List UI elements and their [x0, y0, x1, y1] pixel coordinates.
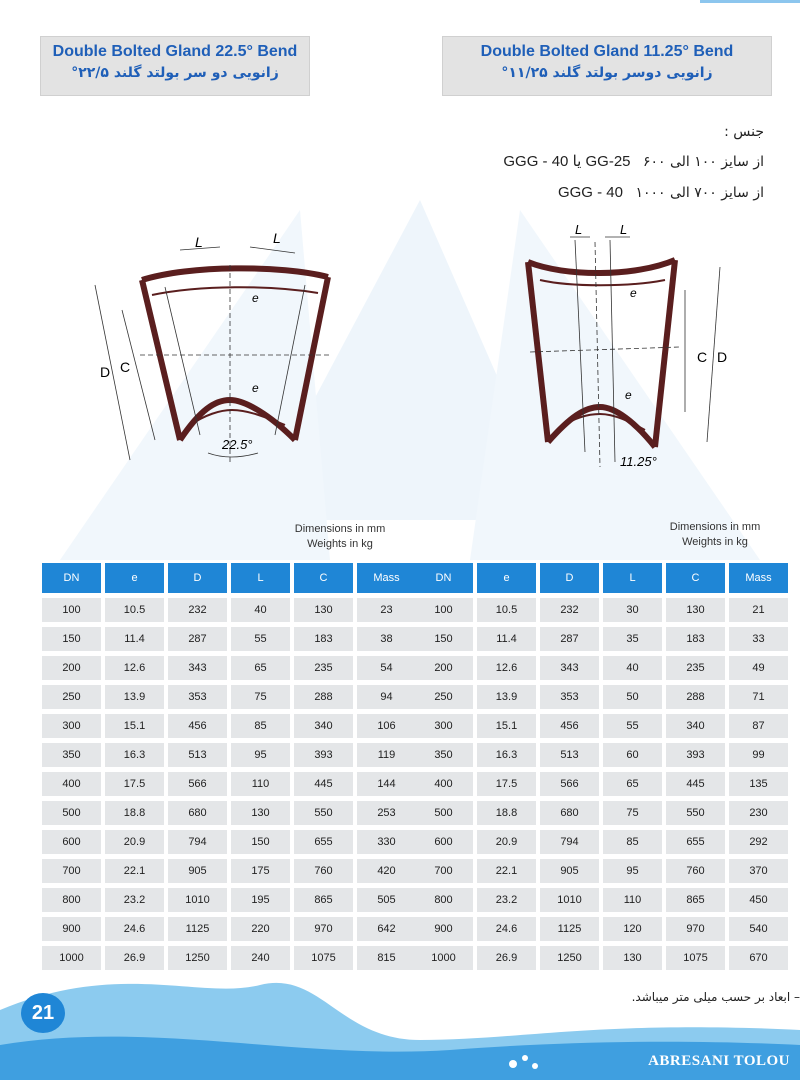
pipe-wall-right	[295, 277, 328, 440]
cell-e: 15.1	[477, 714, 536, 738]
cell-e: 13.9	[105, 685, 164, 709]
cell-dn: 400	[414, 772, 473, 796]
cell-e: 26.9	[477, 946, 536, 970]
table-row	[42, 888, 416, 912]
cell-e: 17.5	[105, 772, 164, 796]
dimension-table-22-5	[38, 558, 420, 975]
label-e-left-top: e	[252, 291, 259, 305]
cell-d: 680	[540, 801, 599, 825]
title-en-11-25: Double Bolted Gland 11.25° Bend	[480, 43, 734, 60]
material-line-1-grade: GG-25 یا GGG - 40	[503, 153, 631, 170]
cell-l: 85	[603, 830, 662, 854]
material-line-2	[558, 184, 764, 201]
cell-c: 760	[294, 859, 353, 883]
cell-dn: 250	[42, 685, 101, 709]
cell-c: 288	[666, 685, 725, 709]
cell-c: 235	[666, 656, 725, 680]
cell-dn: 600	[414, 830, 473, 854]
table-header-row	[414, 563, 788, 593]
cell-d: 287	[168, 627, 227, 651]
material-line-1	[503, 152, 764, 170]
cell-e: 17.5	[477, 772, 536, 796]
cell-l: 55	[603, 714, 662, 738]
label-e-left-bottom: e	[252, 381, 259, 395]
cell-l: 65	[231, 656, 290, 680]
title-fa-22-5: زانویی دو سر بولتد گلند ۲۲/۵°	[71, 65, 279, 81]
table-row	[414, 859, 788, 883]
cell-c: 183	[666, 627, 725, 651]
cell-l: 110	[603, 888, 662, 912]
table-row	[414, 598, 788, 622]
column-header-mass: Mass	[357, 563, 416, 593]
cell-dn: 200	[42, 656, 101, 680]
cell-dn: 800	[42, 888, 101, 912]
cell-d: 232	[168, 598, 227, 622]
cell-mass: 642	[357, 917, 416, 941]
cell-d: 513	[540, 743, 599, 767]
top-accent-line	[700, 0, 800, 3]
table-row	[42, 917, 416, 941]
label-L-right-a: L	[575, 222, 583, 237]
cell-l: 110	[231, 772, 290, 796]
cell-mass: 21	[729, 598, 788, 622]
table-row	[42, 772, 416, 796]
cell-l: 30	[603, 598, 662, 622]
cell-l: 50	[603, 685, 662, 709]
units-kg-right: Weights in kg	[682, 536, 748, 548]
cell-mass: 230	[729, 801, 788, 825]
cell-mass: 54	[357, 656, 416, 680]
cell-d: 353	[540, 685, 599, 709]
cell-l: 175	[231, 859, 290, 883]
cell-mass: 370	[729, 859, 788, 883]
cell-mass: 94	[357, 685, 416, 709]
cell-e: 22.1	[477, 859, 536, 883]
cell-d: 1125	[168, 917, 227, 941]
cell-l: 240	[231, 946, 290, 970]
cell-mass: 144	[357, 772, 416, 796]
cell-mass: 38	[357, 627, 416, 651]
cell-c: 340	[666, 714, 725, 738]
cell-d: 905	[168, 859, 227, 883]
units-mm-right: Dimensions in mm	[669, 521, 761, 533]
cell-e: 11.4	[477, 627, 536, 651]
cell-d: 1250	[540, 946, 599, 970]
cell-c: 970	[294, 917, 353, 941]
cell-e: 16.3	[477, 743, 536, 767]
table-row	[414, 656, 788, 680]
units-note-left	[285, 522, 395, 552]
cell-e: 13.9	[477, 685, 536, 709]
cell-mass: 670	[729, 946, 788, 970]
cell-e: 26.9	[105, 946, 164, 970]
cell-mass: 49	[729, 656, 788, 680]
material-line-1-fa: از سایز ۱۰۰ الی ۶۰۰	[642, 154, 764, 170]
cell-dn: 1000	[42, 946, 101, 970]
table-row	[42, 598, 416, 622]
table-row	[42, 743, 416, 767]
table-row	[42, 830, 416, 854]
table-row	[42, 859, 416, 883]
table-row	[42, 801, 416, 825]
label-L-left-a: L	[195, 234, 203, 250]
bend-11-25-drawing	[515, 222, 740, 472]
title-en-22-5: Double Bolted Gland 22.5° Bend	[52, 43, 298, 60]
cell-d: 287	[540, 627, 599, 651]
cell-mass: 450	[729, 888, 788, 912]
footnote-units: – ابعاد بر حسب میلی متر میباشد.	[631, 990, 800, 1004]
cell-l: 120	[603, 917, 662, 941]
bend-22-5-drawing	[80, 225, 360, 470]
label-angle-22-5: 22.5°	[222, 437, 253, 452]
cell-mass: 292	[729, 830, 788, 854]
cell-mass: 87	[729, 714, 788, 738]
cell-mass: 815	[357, 946, 416, 970]
label-C-right: C	[697, 349, 708, 365]
cell-d: 353	[168, 685, 227, 709]
cell-c: 970	[666, 917, 725, 941]
cell-l: 55	[231, 627, 290, 651]
cell-dn: 900	[42, 917, 101, 941]
cell-mass: 99	[729, 743, 788, 767]
cell-c: 655	[666, 830, 725, 854]
pipe-top-outer-r	[528, 260, 675, 273]
column-header-dn: DN	[42, 563, 101, 593]
cell-dn: 700	[42, 859, 101, 883]
table-row	[414, 685, 788, 709]
cell-dn: 200	[414, 656, 473, 680]
units-note-right	[660, 520, 770, 550]
title-box-11-25	[442, 36, 772, 96]
column-header-dn: DN	[414, 563, 473, 593]
cell-mass: 23	[357, 598, 416, 622]
cell-l: 40	[231, 598, 290, 622]
cell-l: 75	[231, 685, 290, 709]
cell-mass: 135	[729, 772, 788, 796]
cell-c: 760	[666, 859, 725, 883]
table-row	[42, 656, 416, 680]
dimension-table-11-25	[410, 558, 792, 975]
cell-c: 288	[294, 685, 353, 709]
cell-l: 35	[603, 627, 662, 651]
material-line-2-fa: از سایز ۷۰۰ الی ۱۰۰۰	[635, 185, 764, 201]
cell-e: 23.2	[105, 888, 164, 912]
cell-d: 1125	[540, 917, 599, 941]
cell-e: 24.6	[105, 917, 164, 941]
cell-c: 865	[294, 888, 353, 912]
cell-mass: 505	[357, 888, 416, 912]
cell-d: 566	[540, 772, 599, 796]
cell-c: 1075	[294, 946, 353, 970]
cell-c: 445	[666, 772, 725, 796]
cell-c: 340	[294, 714, 353, 738]
table-row	[414, 888, 788, 912]
table-row	[414, 917, 788, 941]
cell-c: 655	[294, 830, 353, 854]
cell-c: 130	[294, 598, 353, 622]
cell-e: 20.9	[105, 830, 164, 854]
pipe-wall-left	[142, 280, 180, 440]
cell-c: 183	[294, 627, 353, 651]
cell-dn: 500	[414, 801, 473, 825]
cell-d: 680	[168, 801, 227, 825]
cell-c: 865	[666, 888, 725, 912]
cell-c: 550	[666, 801, 725, 825]
cell-d: 456	[168, 714, 227, 738]
cell-mass: 106	[357, 714, 416, 738]
cell-d: 1010	[168, 888, 227, 912]
cell-l: 130	[603, 946, 662, 970]
material-line-2-grade: GGG - 40	[557, 184, 623, 201]
cell-e: 10.5	[477, 598, 536, 622]
cell-mass: 71	[729, 685, 788, 709]
cell-e: 12.6	[105, 656, 164, 680]
table-row	[42, 714, 416, 738]
cell-d: 456	[540, 714, 599, 738]
cell-l: 60	[603, 743, 662, 767]
cell-dn: 400	[42, 772, 101, 796]
cell-d: 1250	[168, 946, 227, 970]
label-D-right: D	[717, 349, 728, 365]
cell-e: 24.6	[477, 917, 536, 941]
cell-dn: 100	[414, 598, 473, 622]
cell-d: 1010	[540, 888, 599, 912]
cell-e: 20.9	[477, 830, 536, 854]
cell-l: 95	[603, 859, 662, 883]
cell-e: 18.8	[477, 801, 536, 825]
label-L-left-b: L	[273, 230, 281, 246]
table-row	[414, 714, 788, 738]
cell-e: 12.6	[477, 656, 536, 680]
cell-dn: 500	[42, 801, 101, 825]
title-box-22-5	[40, 36, 310, 96]
cell-e: 22.1	[105, 859, 164, 883]
table-row	[414, 627, 788, 651]
cell-e: 15.1	[105, 714, 164, 738]
cell-e: 16.3	[105, 743, 164, 767]
table-row	[42, 685, 416, 709]
brand-name: ABRESANI TOLOU	[648, 1053, 790, 1069]
cell-dn: 300	[414, 714, 473, 738]
pipe-wall-right-r	[655, 260, 675, 447]
cell-dn: 350	[414, 743, 473, 767]
column-header-c: C	[666, 563, 725, 593]
cell-e: 10.5	[105, 598, 164, 622]
column-header-d: D	[168, 563, 227, 593]
cell-dn: 300	[42, 714, 101, 738]
material-heading: جنس :	[724, 124, 764, 140]
table-row	[414, 772, 788, 796]
cell-mass: 540	[729, 917, 788, 941]
title-fa-11-25: زانویی دوسر بولتد گلند ۱۱/۲۵°	[501, 65, 713, 81]
cell-mass: 33	[729, 627, 788, 651]
cell-mass: 420	[357, 859, 416, 883]
cell-d: 905	[540, 859, 599, 883]
cell-dn: 800	[414, 888, 473, 912]
column-header-e: e	[477, 563, 536, 593]
table-header-row	[42, 563, 416, 593]
cell-l: 95	[231, 743, 290, 767]
cell-dn: 1000	[414, 946, 473, 970]
cell-e: 11.4	[105, 627, 164, 651]
cell-dn: 250	[414, 685, 473, 709]
cell-dn: 700	[414, 859, 473, 883]
page-number: 21	[21, 993, 65, 1033]
column-header-c: C	[294, 563, 353, 593]
cell-d: 343	[168, 656, 227, 680]
cell-d: 232	[540, 598, 599, 622]
cell-c: 130	[666, 598, 725, 622]
label-D-left: D	[100, 364, 111, 380]
cell-d: 343	[540, 656, 599, 680]
units-kg-left: Weights in kg	[307, 538, 373, 550]
table-row	[414, 743, 788, 767]
table-row	[414, 830, 788, 854]
cell-l: 150	[231, 830, 290, 854]
cell-mass: 253	[357, 801, 416, 825]
units-mm-left: Dimensions in mm	[294, 523, 386, 535]
table-row	[414, 801, 788, 825]
cell-d: 794	[168, 830, 227, 854]
cell-d: 566	[168, 772, 227, 796]
cell-d: 513	[168, 743, 227, 767]
cell-l: 65	[603, 772, 662, 796]
cell-e: 23.2	[477, 888, 536, 912]
column-header-l: L	[231, 563, 290, 593]
pipe-top-outer	[142, 268, 328, 280]
cell-dn: 150	[42, 627, 101, 651]
table-row	[414, 946, 788, 970]
cell-mass: 119	[357, 743, 416, 767]
cell-c: 445	[294, 772, 353, 796]
cell-dn: 600	[42, 830, 101, 854]
label-L-right-b: L	[620, 222, 628, 237]
column-header-e: e	[105, 563, 164, 593]
brand-dots-icon	[505, 1050, 545, 1074]
label-e-right-bottom: e	[625, 388, 632, 402]
cell-dn: 350	[42, 743, 101, 767]
cell-l: 130	[231, 801, 290, 825]
cell-l: 220	[231, 917, 290, 941]
cell-c: 393	[294, 743, 353, 767]
cell-e: 18.8	[105, 801, 164, 825]
label-C-left: C	[120, 359, 131, 375]
cell-l: 195	[231, 888, 290, 912]
cell-d: 794	[540, 830, 599, 854]
label-angle-11-25: 11.25°	[620, 454, 657, 469]
label-e-right-top: e	[630, 286, 637, 300]
cell-c: 235	[294, 656, 353, 680]
cell-mass: 330	[357, 830, 416, 854]
cell-c: 393	[666, 743, 725, 767]
cell-dn: 150	[414, 627, 473, 651]
column-header-d: D	[540, 563, 599, 593]
cell-l: 40	[603, 656, 662, 680]
column-header-mass: Mass	[729, 563, 788, 593]
table-row	[42, 627, 416, 651]
cell-dn: 900	[414, 917, 473, 941]
cell-l: 85	[231, 714, 290, 738]
cell-l: 75	[603, 801, 662, 825]
cell-c: 1075	[666, 946, 725, 970]
cell-dn: 100	[42, 598, 101, 622]
column-header-l: L	[603, 563, 662, 593]
cell-c: 550	[294, 801, 353, 825]
table-row	[42, 946, 416, 970]
